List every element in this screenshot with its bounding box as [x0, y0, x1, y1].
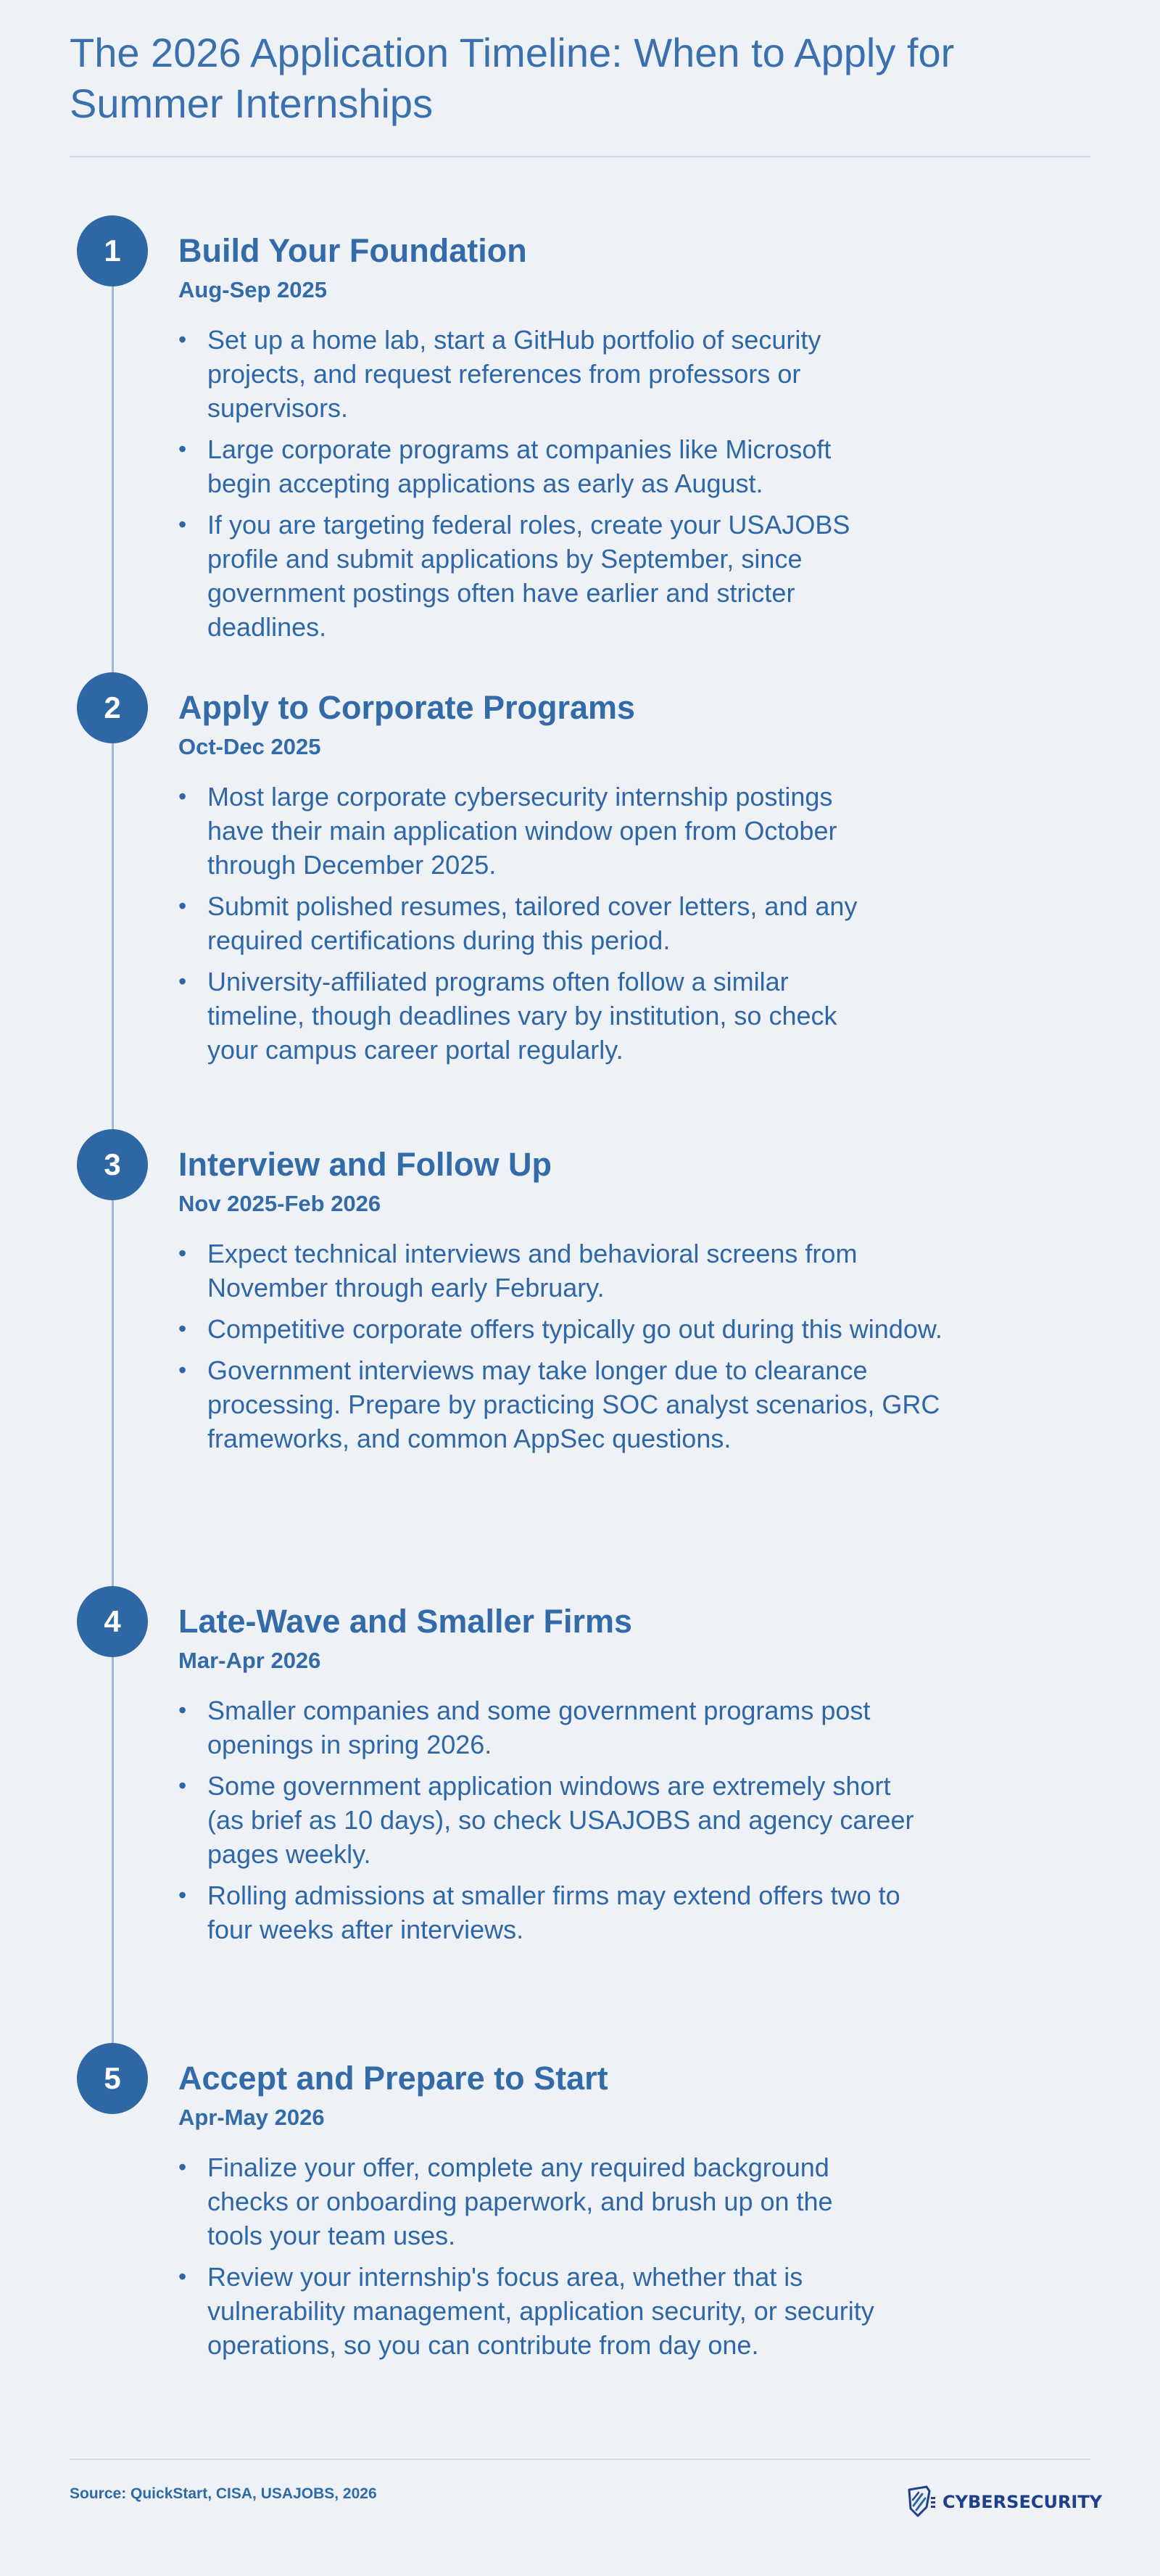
step-bullet-list: [178, 780, 889, 1074]
bullet-item: • Submit polished resumes, tailored cover letters, and any required certifications during this period.: [178, 889, 889, 957]
bullet-item: • Review your internship's focus area, whether that is vulnerability management, application security, or security operations, so you can contribute from day one.: [178, 2260, 889, 2362]
logo-wordmark: CYBERSECURITY: [942, 2492, 1103, 2512]
step-title: Accept and Prepare to Start: [178, 2060, 608, 2097]
bullet-item: • Large corporate programs at companies like Microsoft begin accepting applications as early as August.: [178, 432, 889, 500]
brand-logo: [905, 2484, 1102, 2520]
step-date: Oct-Dec 2025: [178, 734, 321, 759]
step-bullet-list: [178, 323, 889, 651]
bullet-item: • Government interviews may take longer due to clearance processing. Prepare by practicing SOC analyst scenarios, GRC frameworks, and common AppSec questions.: [178, 1353, 983, 1456]
bullet-item: • Competitive corporate offers typically go out during this window.: [178, 1312, 983, 1346]
step-number-badge: 5: [77, 2043, 148, 2114]
step-date: Aug-Sep 2025: [178, 277, 328, 302]
shield-logo-icon: [905, 2484, 940, 2520]
bullet-item: • Smaller companies and some government programs post openings in spring 2026.: [178, 1693, 932, 1762]
step-date: Mar-Apr 2026: [178, 1648, 321, 1673]
step-title: Late-Wave and Smaller Firms: [178, 1603, 633, 1640]
top-divider: [70, 156, 1090, 157]
step-title: Apply to Corporate Programs: [178, 689, 636, 726]
bullet-item: • University-affiliated programs often follow a similar timeline, though deadlines vary by institution, so check your campus career portal regularly.: [178, 965, 889, 1067]
step-bullet-list: [178, 2150, 889, 2369]
step-title: Interview and Follow Up: [178, 1146, 552, 1183]
bullet-item: • Set up a home lab, start a GitHub portfolio of security projects, and request references from professors or supervisors.: [178, 323, 889, 425]
bullet-item: • Most large corporate cybersecurity internship postings have their main application window open from October through December 2025.: [178, 780, 889, 882]
step-bullet-list: [178, 1693, 932, 1954]
bullet-item: • Rolling admissions at smaller firms may extend offers two to four weeks after interviews.: [178, 1878, 932, 1947]
bullet-item: • If you are targeting federal roles, create your USAJOBS profile and submit applications by September, since government postings often have earlier and stricter deadlines.: [178, 508, 889, 644]
step-date: Nov 2025-Feb 2026: [178, 1191, 381, 1216]
bottom-divider: [70, 2459, 1090, 2460]
page-title: The 2026 Application Timeline: When to Apply for Summer Internships: [70, 30, 955, 126]
step-number-badge: 1: [77, 215, 148, 286]
step-number-badge: 3: [77, 1129, 148, 1200]
step-date: Apr-May 2026: [178, 2105, 325, 2130]
bullet-item: • Some government application windows are extremely short (as brief as 10 days), so check USAJOBS and agency career pages weekly.: [178, 1769, 932, 1871]
source-citation: Source: QuickStart, CISA, USAJOBS, 2026: [70, 2485, 377, 2502]
step-title: Build Your Foundation: [178, 232, 527, 269]
step-number-badge: 2: [77, 672, 148, 743]
bullet-item: • Expect technical interviews and behavioral screens from November through early February.: [178, 1237, 983, 1305]
bullet-item: • Finalize your offer, complete any required background checks or onboarding paperwork, and brush up on the tools your team uses.: [178, 2150, 889, 2253]
step-bullet-list: [178, 1237, 983, 1463]
step-number-badge: 4: [77, 1586, 148, 1657]
